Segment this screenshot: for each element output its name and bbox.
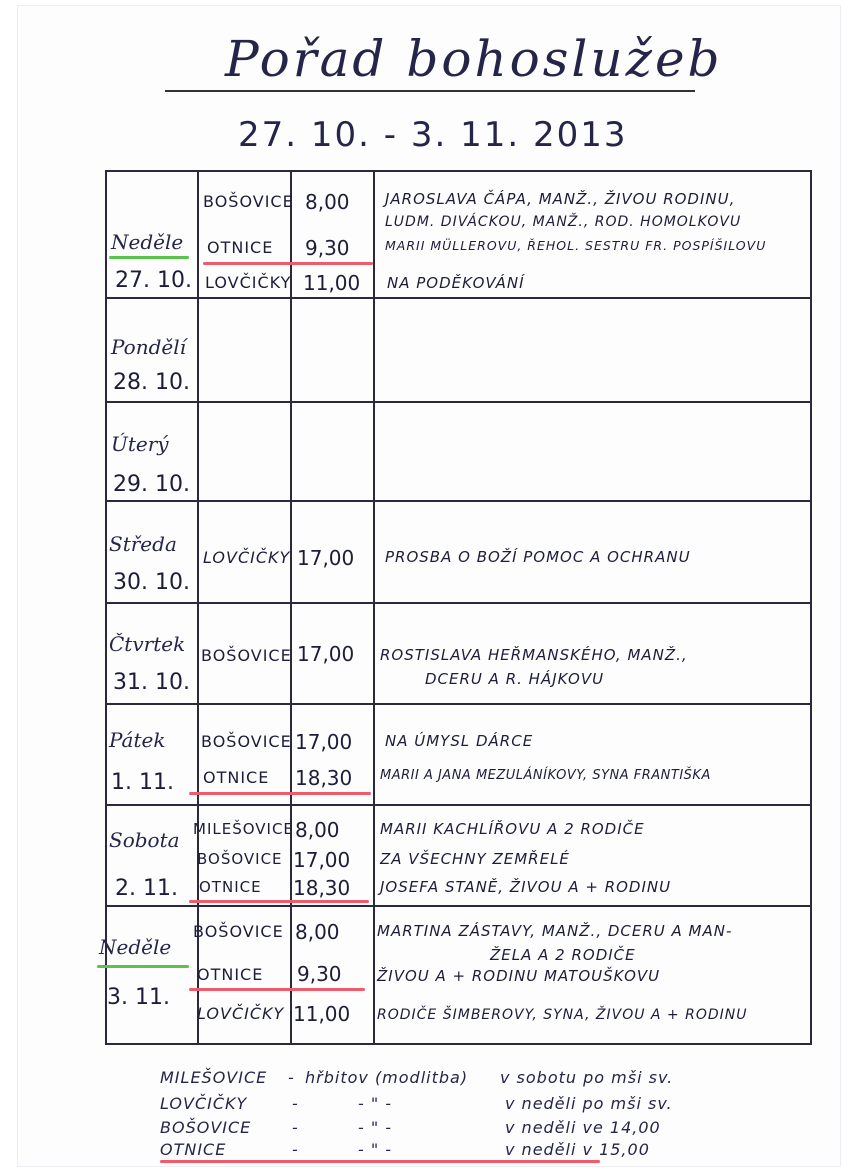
mass-intent: ROSTISLAVA HEŘMANSKÉHO, MANŽ.,	[380, 646, 688, 664]
table-border-right	[810, 170, 812, 1045]
mass-time: 8,00	[295, 920, 340, 944]
date-range: 27. 10. - 3. 11. 2013	[238, 115, 628, 155]
mass-place: BOŠOVICE	[193, 922, 284, 941]
mass-intent: JAROSLAVA ČÁPA, MANŽ., ŽIVOU RODINU,	[385, 190, 736, 208]
mass-intent: ŽIVOU A + RODINU MATOUŠKOVU	[377, 967, 661, 985]
mass-intent: MARII MÜLLEROVU, ŘEHOL. SESTRU FR. POSPÍŠILOVU	[385, 238, 767, 253]
column-divider-time	[290, 170, 292, 1045]
mass-place: LOVČIČKY	[205, 273, 292, 292]
column-divider-intent	[373, 170, 375, 1045]
day-date: 29. 10.	[113, 472, 190, 497]
mass-intent: MARTINA ZÁSTAVY, MANŽ., DCERU A MAN-	[377, 922, 733, 940]
mass-time: 9,30	[305, 236, 350, 260]
place-highlight	[189, 988, 365, 991]
mass-time: 17,00	[297, 642, 355, 666]
day-date: 30. 10.	[113, 570, 190, 595]
day-highlight	[109, 256, 189, 259]
place-highlight	[189, 900, 369, 903]
page-title: Pořad bohoslužeb	[225, 30, 723, 88]
place-highlight	[189, 792, 371, 795]
mass-intent: LUDM. DIVÁCKOU, MANŽ., ROD. HOMOLKOVU	[385, 214, 742, 230]
mass-place: OTNICE	[199, 878, 262, 896]
day-name: Sobota	[109, 828, 180, 852]
footer-what: - " -	[358, 1140, 393, 1159]
table-border-bottom	[105, 1043, 812, 1045]
footer-when: v neděli ve 14,00	[505, 1118, 661, 1137]
mass-intent: ŽELA A 2 RODIČE	[490, 946, 636, 964]
footer-when: v sobotu po mši sv.	[500, 1068, 674, 1087]
row-divider	[105, 602, 812, 604]
day-date: 1. 11.	[111, 770, 174, 795]
footer-place: LOVČIČKY	[160, 1094, 248, 1113]
footer-highlight	[160, 1160, 600, 1163]
mass-place: BOŠOVICE	[201, 732, 292, 751]
mass-intent: ZA VŠECHNY ZEMŘELÉ	[380, 850, 570, 868]
footer-what: - " -	[358, 1094, 393, 1113]
footer-dash: -	[292, 1140, 299, 1159]
day-name: Neděle	[111, 230, 184, 254]
mass-intent: DCERU A R. HÁJKOVU	[425, 670, 605, 688]
mass-time: 17,00	[295, 730, 353, 754]
mass-place: MILEŠOVICE	[193, 820, 294, 838]
footer-dash: -	[288, 1068, 295, 1087]
mass-time: 9,30	[297, 962, 342, 986]
row-divider	[105, 401, 812, 403]
footer-place: MILEŠOVICE	[160, 1068, 268, 1087]
mass-time: 17,00	[293, 848, 351, 872]
mass-time: 11,00	[303, 271, 361, 295]
mass-time: 11,00	[293, 1002, 351, 1026]
mass-place: LOVČIČKY	[197, 1004, 285, 1023]
mass-time: 18,30	[295, 766, 353, 790]
place-highlight	[203, 262, 373, 265]
mass-intent: NA ÚMYSL DÁRCE	[385, 732, 534, 750]
row-divider	[105, 500, 812, 502]
mass-place: BOŠOVICE	[203, 192, 294, 211]
mass-place: BOŠOVICE	[197, 850, 283, 868]
mass-intent: NA PODĚKOVÁNÍ	[387, 274, 525, 292]
day-date: 2. 11.	[115, 876, 178, 901]
column-divider-place	[197, 170, 199, 1045]
mass-intent: PROSBA O BOŽÍ POMOC A OCHRANU	[385, 548, 691, 566]
table-border-left	[105, 170, 107, 1045]
row-divider	[105, 703, 812, 705]
mass-time: 8,00	[305, 190, 350, 214]
day-name: Pátek	[109, 728, 166, 752]
row-divider	[105, 905, 812, 907]
mass-intent: MARII KACHLÍŘOVU A 2 RODIČE	[380, 820, 645, 838]
table-border-top	[105, 170, 812, 172]
mass-place: OTNICE	[207, 238, 274, 257]
footer-what: hřbitov (modlitba)	[305, 1068, 469, 1087]
footer-dash: -	[292, 1094, 299, 1113]
title-underline	[165, 90, 695, 92]
footer-dash: -	[292, 1118, 299, 1137]
mass-time: 18,30	[293, 876, 351, 900]
mass-place: OTNICE	[197, 965, 264, 984]
day-date: 27. 10.	[115, 268, 192, 293]
mass-intent: RODIČE ŠIMBEROVY, SYNA, ŽIVOU A + RODINU	[377, 1007, 748, 1023]
day-name: Středa	[109, 532, 177, 556]
day-name: Čtvrtek	[109, 632, 186, 656]
schedule-table	[99, 170, 812, 1045]
mass-place: LOVČIČKY	[203, 548, 291, 567]
row-divider	[105, 804, 812, 806]
day-highlight	[97, 965, 189, 968]
day-name: Pondělí	[111, 335, 186, 359]
mass-time: 8,00	[295, 818, 340, 842]
footer-what: - " -	[358, 1118, 393, 1137]
mass-intent: MARII A JANA MEZULÁNÍKOVY, SYNA FRANTIŠKA	[380, 768, 711, 783]
day-date: 31. 10.	[113, 670, 190, 695]
row-divider	[105, 297, 812, 299]
footer-place: OTNICE	[160, 1140, 227, 1159]
day-date: 28. 10.	[113, 370, 190, 395]
mass-time: 17,00	[297, 546, 355, 570]
footer-when: v neděli v 15,00	[505, 1140, 650, 1159]
mass-intent: JOSEFA STANĚ, ŽIVOU A + RODINU	[380, 878, 672, 896]
mass-place: BOŠOVICE	[201, 646, 292, 665]
footer-when: v neděli po mši sv.	[505, 1094, 673, 1113]
day-name: Úterý	[111, 432, 169, 456]
footer-place: BOŠOVICE	[160, 1118, 252, 1137]
day-name: Neděle	[99, 935, 172, 959]
day-date: 3. 11.	[107, 985, 170, 1010]
mass-place: OTNICE	[203, 768, 270, 787]
